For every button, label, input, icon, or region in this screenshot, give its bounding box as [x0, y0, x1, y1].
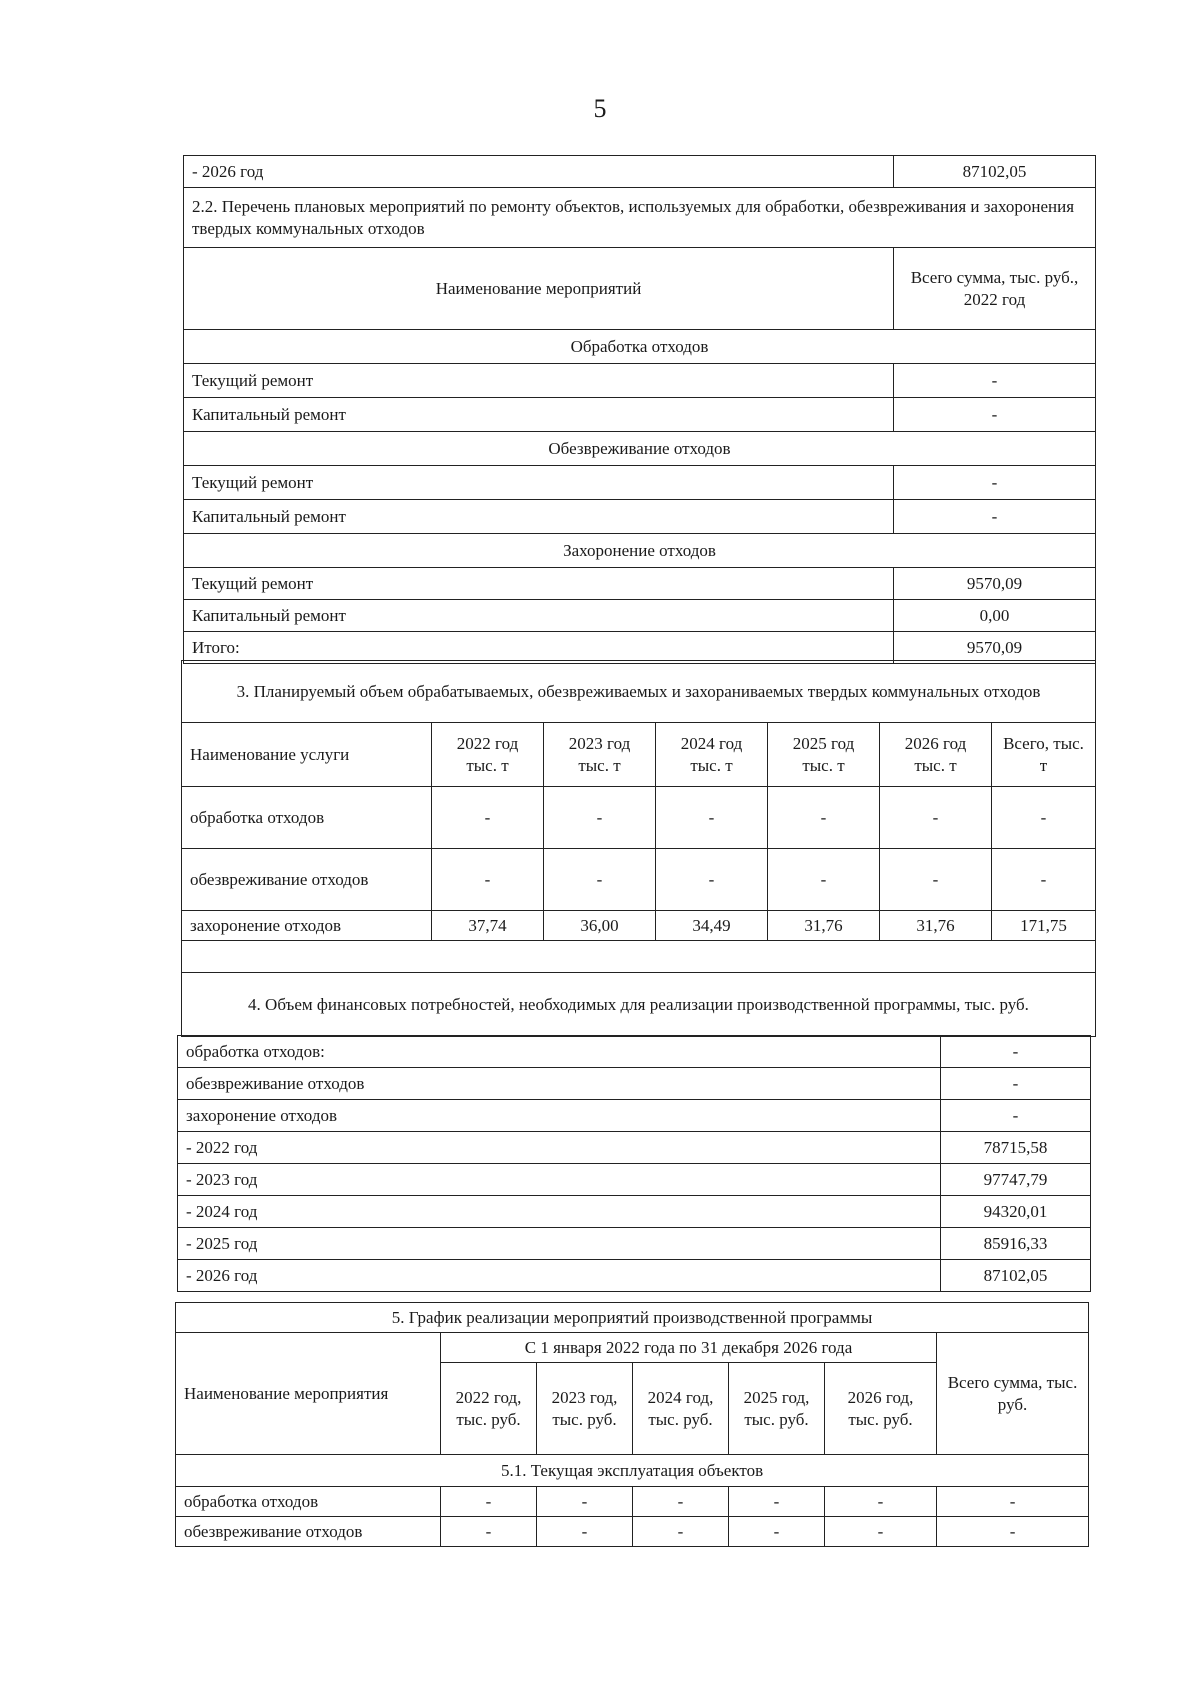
- row-label: Капитальный ремонт: [184, 600, 894, 632]
- cell: -: [729, 1517, 825, 1547]
- total-value: 9570,09: [894, 632, 1096, 664]
- fin-label: обезвреживание отходов: [178, 1068, 941, 1100]
- section-4-title: 4. Объем финансовых потребностей, необходимых для реализации производственной программы, тыс. руб.: [182, 973, 1096, 1037]
- cell: -: [992, 849, 1096, 911]
- fin-value: -: [941, 1036, 1091, 1068]
- cell: обезвреживание отходов: [176, 1517, 441, 1547]
- cell: -: [544, 787, 656, 849]
- period-header: С 1 января 2022 года по 31 декабря 2026 года: [441, 1333, 937, 1363]
- cell: -: [825, 1517, 937, 1547]
- cell: 31,76: [768, 911, 880, 941]
- col-header: 2022 год тыс. т: [432, 723, 544, 787]
- cell: -: [537, 1487, 633, 1517]
- year-header: 2024 год, тыс. руб.: [633, 1363, 729, 1455]
- cell: 34,49: [656, 911, 768, 941]
- row-value: -: [894, 398, 1096, 432]
- row-value: 9570,09: [894, 568, 1096, 600]
- year-2026-label: - 2026 год: [184, 156, 894, 188]
- header-total: Всего сумма, тыс. руб., 2022 год: [894, 248, 1096, 330]
- fin-value: 97747,79: [941, 1164, 1091, 1196]
- fin-label: - 2024 год: [178, 1196, 941, 1228]
- cell: -: [937, 1487, 1089, 1517]
- row-label: Текущий ремонт: [184, 568, 894, 600]
- schedule-table: [175, 1302, 1089, 1547]
- header-name: Наименование мероприятий: [184, 248, 894, 330]
- fin-label: - 2023 год: [178, 1164, 941, 1196]
- cell: -: [880, 849, 992, 911]
- row-label: Капитальный ремонт: [184, 398, 894, 432]
- row-value: 0,00: [894, 600, 1096, 632]
- table-row: [176, 1487, 1089, 1517]
- row-label: Капитальный ремонт: [184, 500, 894, 534]
- table-row: [182, 849, 1096, 911]
- year-header: 2026 год, тыс. руб.: [825, 1363, 937, 1455]
- row-label: Текущий ремонт: [184, 466, 894, 500]
- cell: 37,74: [432, 911, 544, 941]
- cell: -: [537, 1517, 633, 1547]
- row-value: -: [894, 466, 1096, 500]
- col-header: Всего, тыс. т: [992, 723, 1096, 787]
- repair-plan-table: [183, 155, 1096, 664]
- cell: обработка отходов: [182, 787, 432, 849]
- cell: -: [937, 1517, 1089, 1547]
- cell: -: [729, 1487, 825, 1517]
- total-label: Итого:: [184, 632, 894, 664]
- section-2-2-title: 2.2. Перечень плановых мероприятий по ремонту объектов, используемых для обработки, обезвреживания и захоронения твердых коммунальных отходов: [184, 188, 1096, 248]
- cell: обезвреживание отходов: [182, 849, 432, 911]
- cell: обработка отходов: [176, 1487, 441, 1517]
- cell: -: [656, 849, 768, 911]
- cell: -: [768, 849, 880, 911]
- fin-value: -: [941, 1068, 1091, 1100]
- cell: 36,00: [544, 911, 656, 941]
- section-5-title: 5. График реализации мероприятий производственной программы: [176, 1303, 1089, 1333]
- name-header: Наименование мероприятия: [176, 1333, 441, 1455]
- year-header: 2025 год, тыс. руб.: [729, 1363, 825, 1455]
- cell: -: [825, 1487, 937, 1517]
- cell: -: [656, 787, 768, 849]
- cell: захоронение отходов: [182, 911, 432, 941]
- subsection-5-1: 5.1. Текущая эксплуатация объектов: [176, 1455, 1089, 1487]
- cell: -: [633, 1517, 729, 1547]
- total-header: Всего сумма, тыс. руб.: [937, 1333, 1089, 1455]
- fin-label: - 2022 год: [178, 1132, 941, 1164]
- col-header: 2025 год тыс. т: [768, 723, 880, 787]
- cell: -: [432, 849, 544, 911]
- col-header: 2024 год тыс. т: [656, 723, 768, 787]
- fin-value: 87102,05: [941, 1260, 1091, 1292]
- financial-needs-table: [177, 1035, 1091, 1292]
- row-value: -: [894, 500, 1096, 534]
- row-value: -: [894, 364, 1096, 398]
- year-2026-value: 87102,05: [894, 156, 1096, 188]
- cell: -: [768, 787, 880, 849]
- cell: 31,76: [880, 911, 992, 941]
- cell: -: [992, 787, 1096, 849]
- fin-label: - 2025 год: [178, 1228, 941, 1260]
- section-3-title: 3. Планируемый объем обрабатываемых, обезвреживаемых и захораниваемых твердых коммунальных отходов: [182, 661, 1096, 723]
- fin-value: -: [941, 1100, 1091, 1132]
- group-title: Обезвреживание отходов: [184, 432, 1096, 466]
- fin-value: 78715,58: [941, 1132, 1091, 1164]
- empty-row: [182, 941, 1096, 973]
- col-header: 2023 год тыс. т: [544, 723, 656, 787]
- page-number: 5: [593, 94, 607, 123]
- fin-value: 94320,01: [941, 1196, 1091, 1228]
- waste-volume-table: [181, 660, 1096, 1037]
- cell: -: [441, 1517, 537, 1547]
- col-header: Наименование услуги: [182, 723, 432, 787]
- table-row: [176, 1517, 1089, 1547]
- group-title: Захоронение отходов: [184, 534, 1096, 568]
- col-header: 2026 год тыс. т: [880, 723, 992, 787]
- group-title: Обработка отходов: [184, 330, 1096, 364]
- table-row: [182, 911, 1096, 941]
- cell: -: [880, 787, 992, 849]
- cell: -: [633, 1487, 729, 1517]
- year-header: 2022 год, тыс. руб.: [441, 1363, 537, 1455]
- fin-label: захоронение отходов: [178, 1100, 941, 1132]
- cell: -: [441, 1487, 537, 1517]
- fin-label: - 2026 год: [178, 1260, 941, 1292]
- table-row: [182, 787, 1096, 849]
- fin-label: обработка отходов:: [178, 1036, 941, 1068]
- cell: -: [432, 787, 544, 849]
- row-label: Текущий ремонт: [184, 364, 894, 398]
- fin-value: 85916,33: [941, 1228, 1091, 1260]
- cell: 171,75: [992, 911, 1096, 941]
- year-header: 2023 год, тыс. руб.: [537, 1363, 633, 1455]
- cell: -: [544, 849, 656, 911]
